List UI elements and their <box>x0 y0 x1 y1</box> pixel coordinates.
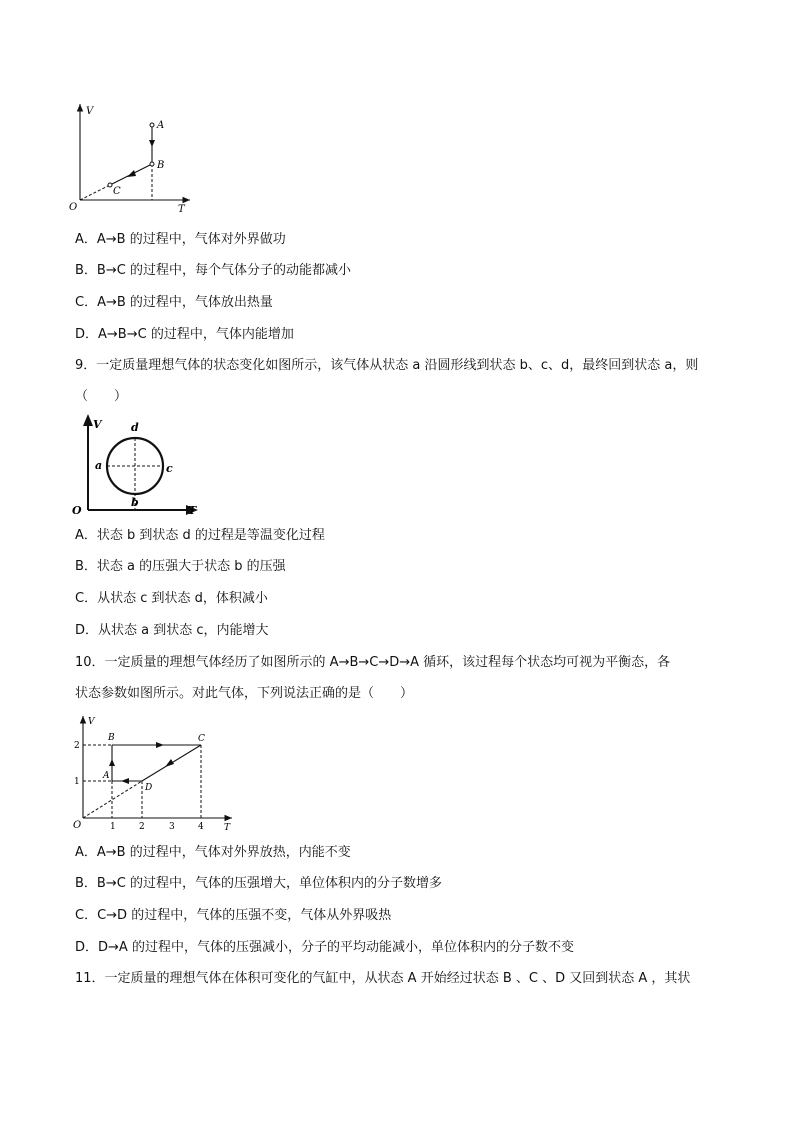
q8-option-c: C．A→B 的过程中，气体放出热量 <box>75 295 273 310</box>
q8-arrow-a-to-b <box>149 140 155 147</box>
q10-axis-v-label: V <box>88 717 95 727</box>
q10-axis-t-label: T <box>224 823 231 833</box>
q10-stem-line2: 状态参数如图所示。对此气体，下列说法正确的是（ ） <box>75 686 414 701</box>
q10-arrow-a-to-b <box>109 759 115 766</box>
q9-option-a: A．状态 b 到状态 d 的过程是等温变化过程 <box>75 528 325 543</box>
q10-arrow-b-to-c <box>156 742 164 748</box>
q9-vt-diagram <box>68 414 208 518</box>
q9-stem-line1: 9．一定质量理想气体的状态变化如图所示，该气体从状态 a 沿圆形线到状态 b、c、d，最终回到状态 a，则 <box>75 358 699 373</box>
q10-option-a: A．A→B 的过程中，气体对外界放热，内能不变 <box>75 845 351 860</box>
q8-label-a: A <box>157 120 165 131</box>
q10-arrow-c-to-d <box>165 759 174 767</box>
q9-stem-line2: （ ） <box>75 389 128 404</box>
q11-stem-line1: 11．一定质量的理想气体在体积可变化的气缸中，从状态 A 开始经过状态 B 、C 、D 又回到状态 A ，其状 <box>75 971 691 986</box>
q8-axis-t-label: T <box>178 204 185 215</box>
q9-option-d: D．从状态 a 到状态 c，内能增大 <box>75 623 269 638</box>
q10-x-tick-3: 3 <box>169 822 175 832</box>
q8-vt-diagram <box>68 100 198 218</box>
q9-origin-label: O <box>72 504 82 517</box>
q10-option-c: C．C→D 的过程中，气体的压强不变，气体从外界吸热 <box>75 908 392 923</box>
q10-vt-diagram <box>68 712 238 834</box>
q10-option-d: D．D→A 的过程中，气体的压强减小，分子的平均动能减小，单位体积内的分子数不变 <box>75 940 574 955</box>
q10-label-d: D <box>145 783 153 793</box>
q8-label-b: B <box>157 160 165 171</box>
q9-label-c: c <box>166 462 173 475</box>
q10-label-c: C <box>198 734 205 744</box>
q10-label-a: A <box>103 771 110 781</box>
q8-arrow-b-to-c <box>127 170 136 177</box>
q8-option-b: B．B→C 的过程中，每个气体分子的动能都减小 <box>75 263 351 278</box>
q9-label-d: d <box>131 421 139 434</box>
q10-label-b: B <box>108 733 115 743</box>
q9-label-a: a <box>95 459 103 472</box>
q10-y-tick-2: 2 <box>74 741 80 751</box>
q10-x-tick-4: 4 <box>198 822 204 832</box>
q10-arrow-d-to-a <box>121 778 129 784</box>
q8-option-a: A．A→B 的过程中，气体对外界做功 <box>75 232 286 247</box>
q9-option-b: B．状态 a 的压强大于状态 b 的压强 <box>75 559 286 574</box>
q9-label-b: b <box>131 496 139 509</box>
q8-point-a <box>150 123 154 127</box>
q10-x-tick-2: 2 <box>139 822 145 832</box>
q8-label-c: C <box>113 186 121 197</box>
q8-point-b <box>150 162 154 166</box>
q10-x-tick-1: 1 <box>110 822 116 832</box>
q8-axis-v-label: V <box>86 106 94 117</box>
q10-option-b: B．B→C 的过程中，气体的压强增大，单位体积内的分子数增多 <box>75 876 442 891</box>
q10-stem-line1: 10．一定质量的理想气体经历了如图所示的 A→B→C→D→A 循环，该过程每个状态均可视为平衡态，各 <box>75 655 671 670</box>
q8-option-d: D．A→B→C 的过程中，气体内能增加 <box>75 327 294 342</box>
q8-dashed-origin-to-c <box>80 185 110 200</box>
q10-origin-label: O <box>73 820 82 831</box>
q8-point-c <box>108 183 112 187</box>
q9-axis-t-label: T <box>188 504 197 517</box>
q9-axis-v-label: V <box>93 418 102 431</box>
q10-y-tick-1: 1 <box>74 777 80 787</box>
q8-origin-label: O <box>69 202 78 213</box>
q9-option-c: C．从状态 c 到状态 d，体积减小 <box>75 591 268 606</box>
